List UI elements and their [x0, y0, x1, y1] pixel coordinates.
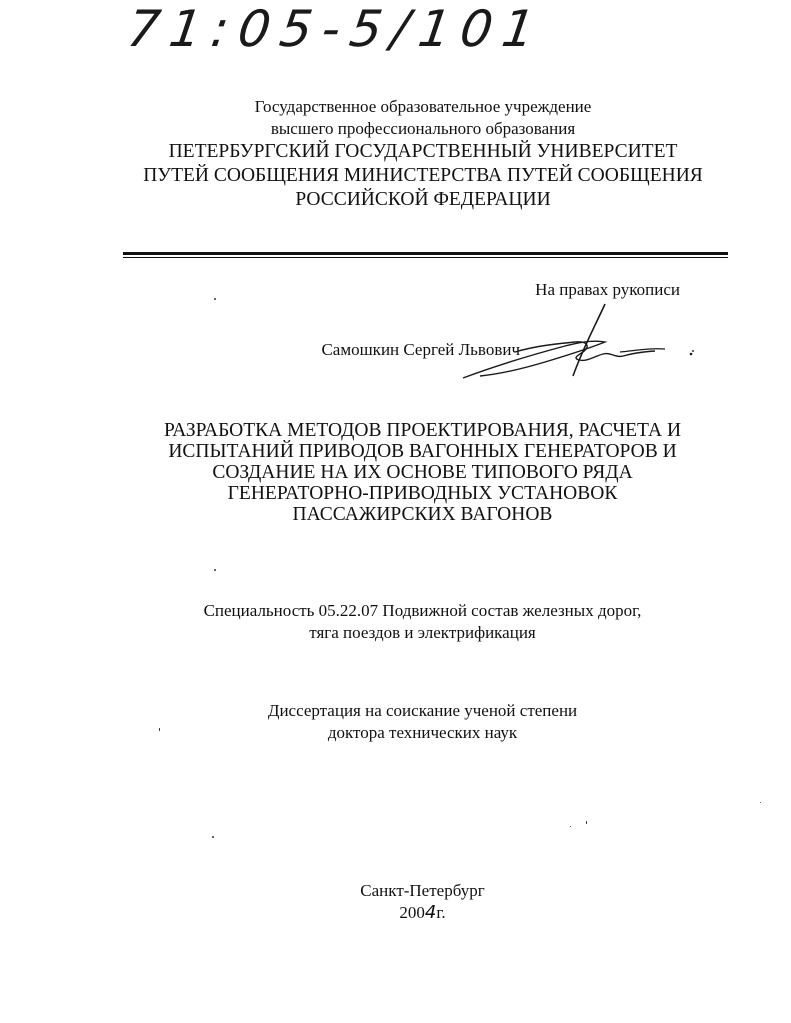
city-name: Санкт-Петербург [360, 881, 485, 900]
year [300, 902, 545, 924]
institution-line-2: высшего профессионального образования [270, 119, 576, 138]
scan-speck [692, 350, 694, 352]
archive-code-handwritten: 71:05-5/101 [123, 0, 549, 58]
institution-line-3: ПЕТЕРБУРГСКИЙ ГОСУДАРСТВЕННЫЙ УНИВЕРСИТЕТ [168, 141, 678, 162]
year-suffix: г. [436, 903, 446, 922]
specialty [170, 600, 675, 644]
scan-speck [212, 836, 214, 838]
title-line-1: РАЗРАБОТКА МЕТОДОВ ПРОЕКТИРОВАНИЯ, РАСЧЕТА И [163, 420, 682, 441]
year-handwritten-digit: 4 [424, 902, 437, 923]
scan-speck [760, 802, 761, 803]
degree-line-1: Диссертация на соискание ученой степени [267, 701, 578, 720]
dissertation-title [140, 420, 705, 525]
header-divider [123, 252, 728, 258]
specialty-line-1: Специальность 05.22.07 Подвижной состав железных дорог, [203, 601, 642, 620]
institution-line-1: Государственное образовательное учреждение [254, 97, 592, 116]
title-line-4: ГЕНЕРАТОРНО-ПРИВОДНЫХ УСТАНОВОК [227, 483, 618, 504]
scan-speck [586, 821, 587, 824]
year-prefix: 200 [399, 903, 425, 922]
title-line-2: ИСПЫТАНИЙ ПРИВОДОВ ВАГОННЫХ ГЕНЕРАТОРОВ И [168, 441, 677, 462]
scan-speck [570, 826, 571, 827]
institution-line-4: ПУТЕЙ СООБЩЕНИЯ МИНИСТЕРСТВА ПУТЕЙ СООБЩЕНИЯ [143, 165, 703, 186]
header-divider-thin [123, 257, 728, 258]
scan-speck [159, 728, 160, 731]
title-line-3: СОЗДАНИЕ НА ИХ ОСНОВЕ ТИПОВОГО РЯДА [212, 462, 633, 483]
institution-line-5: РОССИЙСКОЙ ФЕДЕРАЦИИ [295, 189, 551, 210]
place-and-year [300, 880, 545, 924]
header-divider-thick [123, 252, 728, 255]
scan-speck [214, 298, 216, 300]
signature-icon [455, 296, 705, 386]
manuscript-note: На правах рукописи [535, 280, 680, 299]
author-name: Самошкин Сергей Львович [321, 340, 520, 359]
degree-statement [200, 700, 645, 744]
scan-speck [214, 569, 216, 571]
title-line-5: ПАССАЖИРСКИХ ВАГОНОВ [292, 504, 553, 525]
degree-line-2: доктора технических наук [327, 723, 518, 742]
specialty-line-2: тяга поездов и электрификация [309, 623, 536, 642]
institution-header [120, 96, 726, 212]
